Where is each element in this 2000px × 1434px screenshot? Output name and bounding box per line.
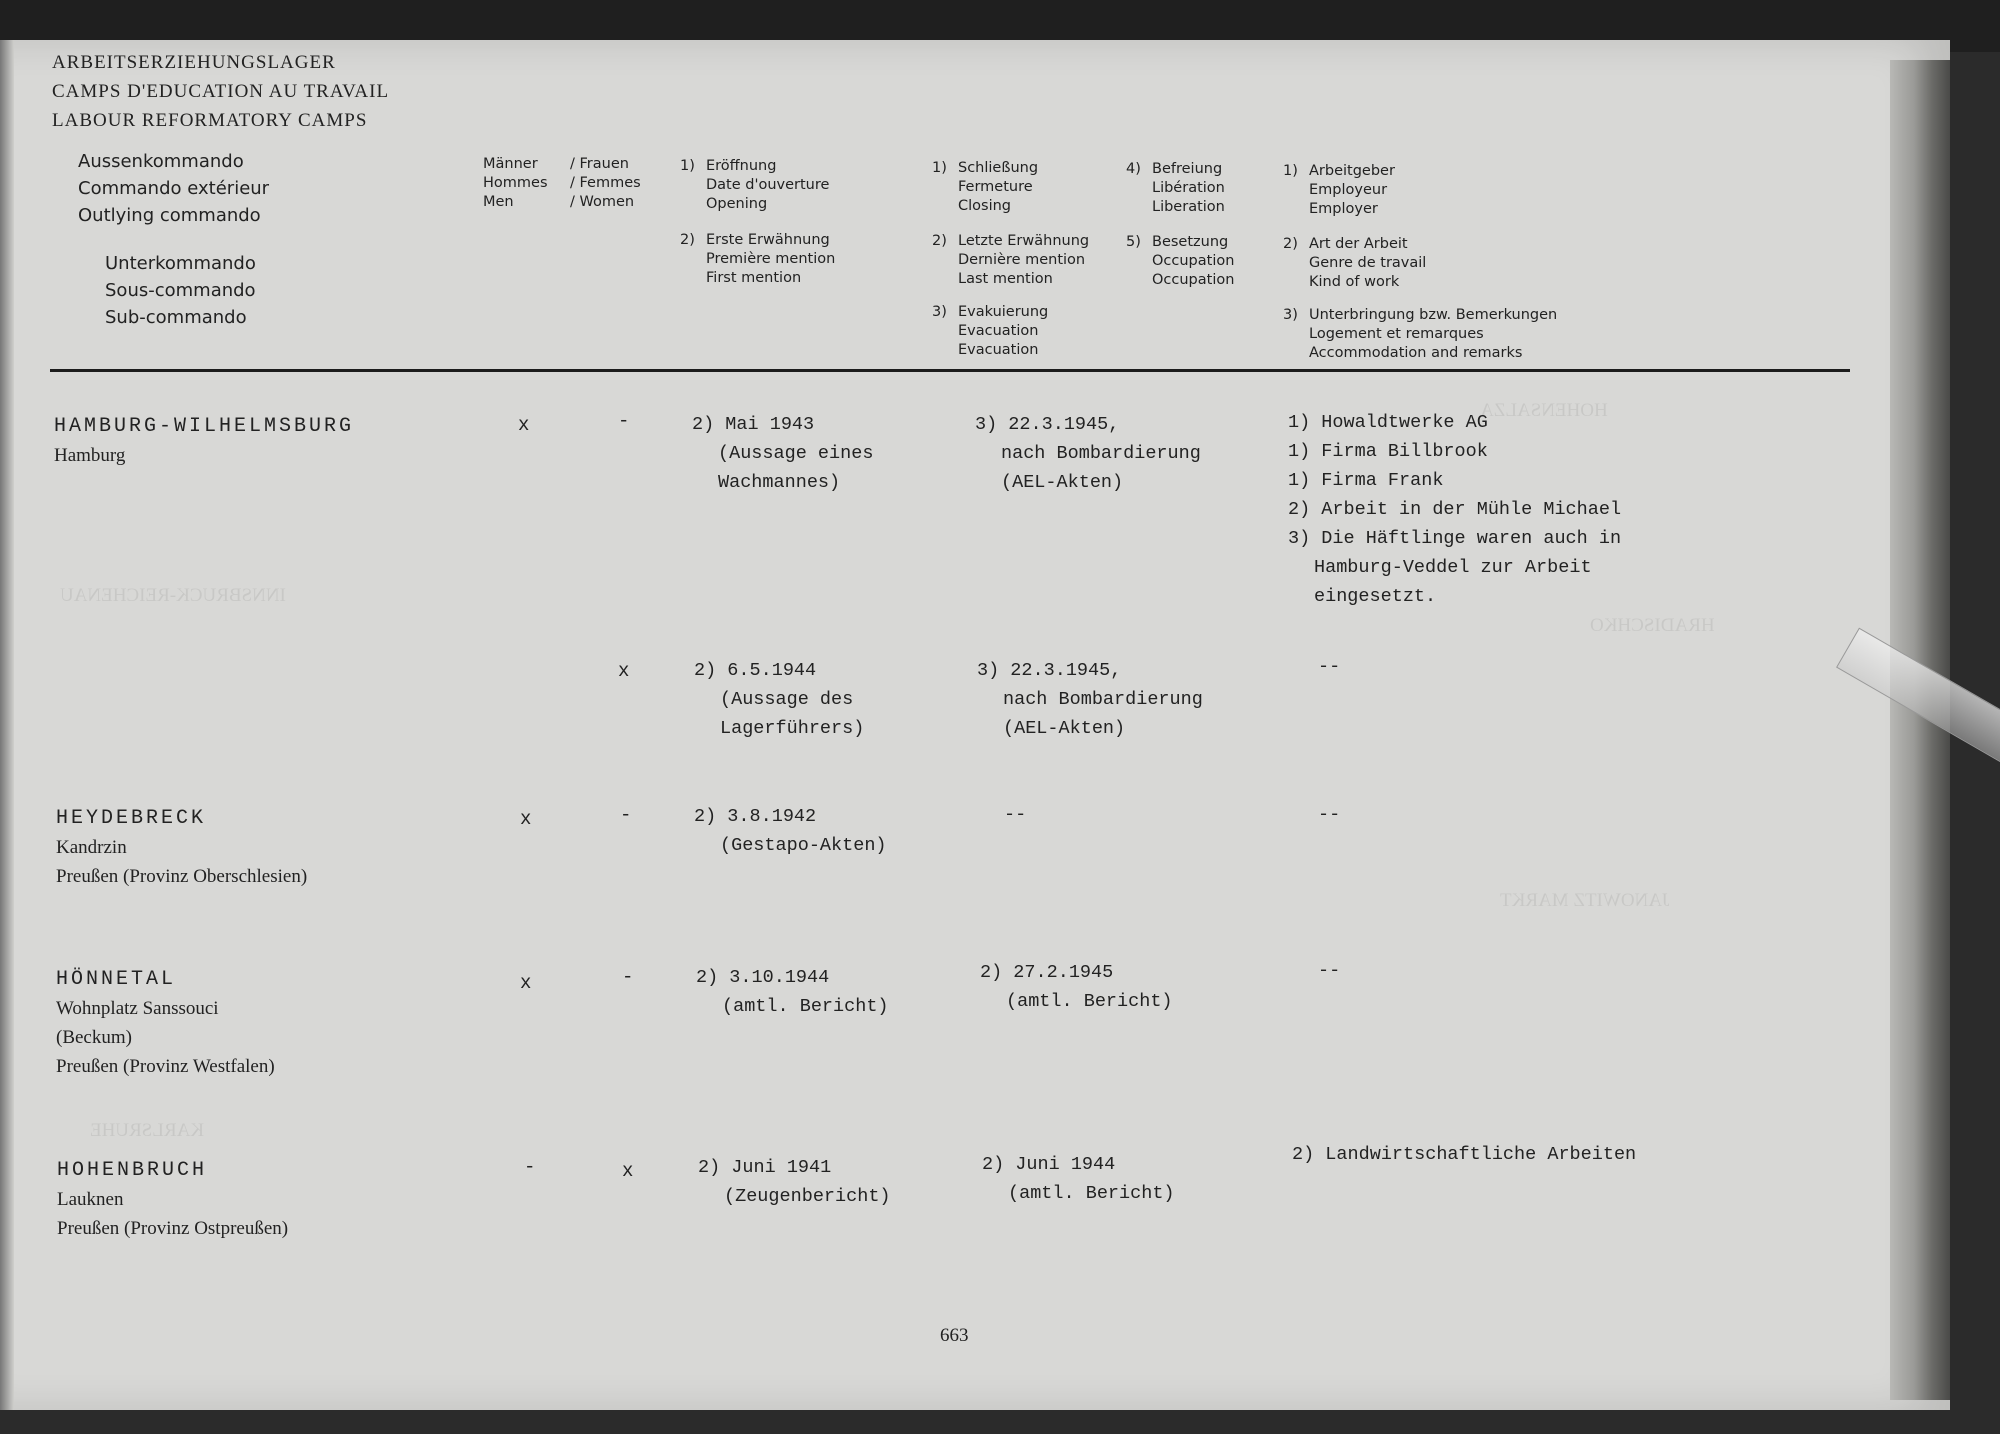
opening-line: (Aussage eines (718, 443, 874, 464)
kind-of-work-de: Art der Arbeit (1309, 236, 1408, 252)
title-line-de: ARBEITSERZIEHUNGSLAGER (52, 52, 336, 73)
closing-line: (AEL-Akten) (1001, 472, 1124, 493)
opening-header (680, 157, 829, 214)
women-mark: x (618, 660, 630, 682)
men-de: Männer (483, 156, 538, 172)
work-line: eingesetzt. (1314, 586, 1437, 607)
entry-location: Wohnplatz Sanssouci (56, 998, 219, 1019)
women-mark: x (622, 1160, 634, 1182)
men-mark: x (520, 972, 532, 994)
sub-en: Sub-commando (105, 307, 247, 328)
closing-line: (amtl. Bericht) (1006, 991, 1173, 1012)
page-number: 663 (940, 1325, 969, 1346)
employer-header (1283, 162, 1395, 219)
entry-region: Preußen (Provinz Ostpreußen) (57, 1218, 289, 1239)
opening-en: Opening (706, 196, 768, 212)
opening-line: Lagerführers) (720, 718, 865, 739)
entry-hohenbruch (57, 1156, 288, 1243)
evacuation-header (932, 303, 1048, 360)
entry-opening (694, 656, 864, 743)
last-mention-fr: Dernière mention (958, 252, 1086, 268)
work-line: 1) Firma Billbrook (1288, 441, 1488, 462)
outlying-de: Aussenkommando (78, 151, 244, 172)
entry-region: Preußen (Provinz Oberschlesien) (56, 866, 308, 887)
closing-line: 3) 22.3.1945, (975, 414, 1120, 435)
entry-opening (696, 963, 889, 1021)
women-mark: - (622, 966, 634, 988)
closing-fr: Fermeture (958, 179, 1033, 195)
accommodation-en: Accommodation and remarks (1309, 345, 1523, 361)
opening-line: (Zeugenbericht) (724, 1186, 891, 1207)
occupation-de: Besetzung (1152, 234, 1229, 250)
accommodation-fr: Logement et remarques (1309, 326, 1484, 342)
closing-en: Closing (958, 198, 1012, 214)
employer-de: Arbeitgeber (1309, 163, 1395, 179)
women-mark: - (620, 804, 632, 826)
entry-location: Lauknen (57, 1189, 124, 1210)
employer-fr: Employeur (1309, 182, 1388, 198)
outlying-en: Outlying commando (78, 205, 261, 226)
evacuation-num: 3) (932, 304, 947, 320)
first-mention-num: 2) (680, 232, 695, 248)
opening-line: 2) 6.5.1944 (694, 660, 817, 681)
opening-line: 2) 3.10.1944 (696, 967, 830, 988)
opening-line: (Gestapo-Akten) (720, 835, 887, 856)
entry-name: HÖNNETAL (56, 968, 177, 991)
closing-line: 2) 27.2.1945 (980, 962, 1114, 983)
liberation-num: 4) (1126, 161, 1141, 177)
liberation-header (1126, 160, 1225, 217)
title-line-en: LABOUR REFORMATORY CAMPS (52, 110, 368, 131)
sub-de: Unterkommando (105, 253, 256, 274)
work-line: Hamburg-Veddel zur Arbeit (1314, 557, 1592, 578)
sub-commando-label (105, 250, 256, 331)
occupation-num: 5) (1126, 234, 1141, 250)
men-mark: x (520, 808, 532, 830)
opening-line: 2) 3.8.1942 (694, 806, 817, 827)
occupation-en: Occupation (1152, 272, 1235, 288)
entry-hoennetal (56, 965, 275, 1081)
entry-heydebreck (56, 804, 307, 891)
closing-line: 2) Juni 1944 (982, 1154, 1116, 1175)
closing-line: nach Bombardierung (1003, 689, 1203, 710)
closing-line: (amtl. Bericht) (1008, 1183, 1175, 1204)
entry-name: HOHENBRUCH (57, 1159, 208, 1182)
entry-location: Hamburg (54, 445, 126, 466)
entry-work: -- (1318, 960, 1341, 981)
men-fr: Hommes (483, 175, 548, 191)
gender-men-header (483, 155, 548, 212)
outlying-fr: Commando extérieur (78, 178, 270, 199)
entry-hamburg-wilhelmsburg (54, 412, 354, 470)
evacuation-de: Evakuierung (958, 304, 1049, 320)
accommodation-header (1283, 306, 1557, 363)
evacuation-fr: Evacuation (958, 323, 1039, 339)
women-en: / Women (570, 194, 635, 210)
book-spine (0, 40, 14, 1410)
opening-num: 1) (680, 158, 695, 174)
entry-location: Kandrzin (56, 837, 127, 858)
first-mention-header (680, 231, 835, 288)
kind-of-work-en: Kind of work (1309, 274, 1400, 290)
opening-line: (amtl. Bericht) (722, 996, 889, 1017)
closing-line: nach Bombardierung (1001, 443, 1201, 464)
entry-work: -- (1318, 656, 1341, 677)
opening-fr: Date d'ouverture (706, 177, 830, 193)
accommodation-num: 3) (1283, 307, 1298, 323)
first-mention-en: First mention (706, 270, 802, 286)
last-mention-de: Letzte Erwähnung (958, 233, 1090, 249)
sub-fr: Sous-commando (105, 280, 256, 301)
entry-region: Preußen (Provinz Westfalen) (56, 1056, 275, 1077)
employer-en: Employer (1309, 201, 1378, 217)
entry-closing (977, 656, 1203, 743)
occupation-header (1126, 233, 1234, 290)
opening-line: (Aussage des (720, 689, 854, 710)
entry-work (1288, 408, 1621, 611)
kind-of-work-fr: Genre de travail (1309, 255, 1427, 271)
last-mention-num: 2) (932, 233, 947, 249)
entry-district: (Beckum) (56, 1027, 132, 1048)
entry-opening (692, 410, 873, 497)
entry-work: 2) Landwirtschaftliche Arbeiten (1292, 1144, 1637, 1165)
entry-closing (975, 410, 1201, 497)
header-divider-rule (50, 369, 1850, 372)
liberation-de: Befreiung (1152, 161, 1223, 177)
entry-closing (982, 1150, 1175, 1208)
entry-name: HAMBURG-WILHELMSBURG (54, 415, 355, 438)
page-title (52, 48, 389, 135)
evacuation-en: Evacuation (958, 342, 1039, 358)
work-line: 1) Howaldtwerke AG (1288, 412, 1488, 433)
opening-line: Wachmannes) (718, 472, 841, 493)
closing-line: (AEL-Akten) (1003, 718, 1126, 739)
closing-de: Schließung (958, 160, 1039, 176)
women-mark: - (618, 410, 630, 432)
closing-line: 3) 22.3.1945, (977, 660, 1122, 681)
men-mark: - (524, 1156, 536, 1178)
opening-line: 2) Mai 1943 (692, 414, 815, 435)
opening-line: 2) Juni 1941 (698, 1157, 832, 1178)
first-mention-de: Erste Erwähnung (706, 232, 830, 248)
entry-work: -- (1318, 804, 1341, 825)
work-line: 3) Die Häftlinge waren auch in (1288, 528, 1622, 549)
entry-opening (694, 802, 887, 860)
occupation-fr: Occupation (1152, 253, 1235, 269)
kind-of-work-header (1283, 235, 1426, 292)
liberation-fr: Libération (1152, 180, 1225, 196)
outlying-commando-label (78, 148, 269, 229)
opening-de: Eröffnung (706, 158, 777, 174)
closing-num: 1) (932, 160, 947, 176)
accommodation-de: Unterbringung bzw. Bemerkungen (1309, 307, 1558, 323)
entry-name: HEYDEBRECK (56, 807, 207, 830)
entry-opening (698, 1153, 891, 1211)
entry-closing: -- (1004, 804, 1027, 825)
first-mention-fr: Première mention (706, 251, 836, 267)
liberation-en: Liberation (1152, 199, 1225, 215)
men-en: Men (483, 194, 514, 210)
kind-of-work-num: 2) (1283, 236, 1298, 252)
men-mark: x (518, 414, 530, 436)
employer-num: 1) (1283, 163, 1298, 179)
last-mention-en: Last mention (958, 271, 1053, 287)
gender-women-header (570, 155, 641, 212)
title-line-fr: CAMPS D'EDUCATION AU TRAVAIL (52, 81, 390, 102)
women-fr: / Femmes (570, 175, 641, 191)
page-stack-edge (1890, 60, 1950, 1400)
last-mention-header (932, 232, 1089, 289)
closing-header (932, 159, 1038, 216)
women-de: / Frauen (570, 156, 629, 172)
work-line: 2) Arbeit in der Mühle Michael (1288, 499, 1622, 520)
entry-closing (980, 958, 1173, 1016)
work-line: 1) Firma Frank (1288, 470, 1444, 491)
